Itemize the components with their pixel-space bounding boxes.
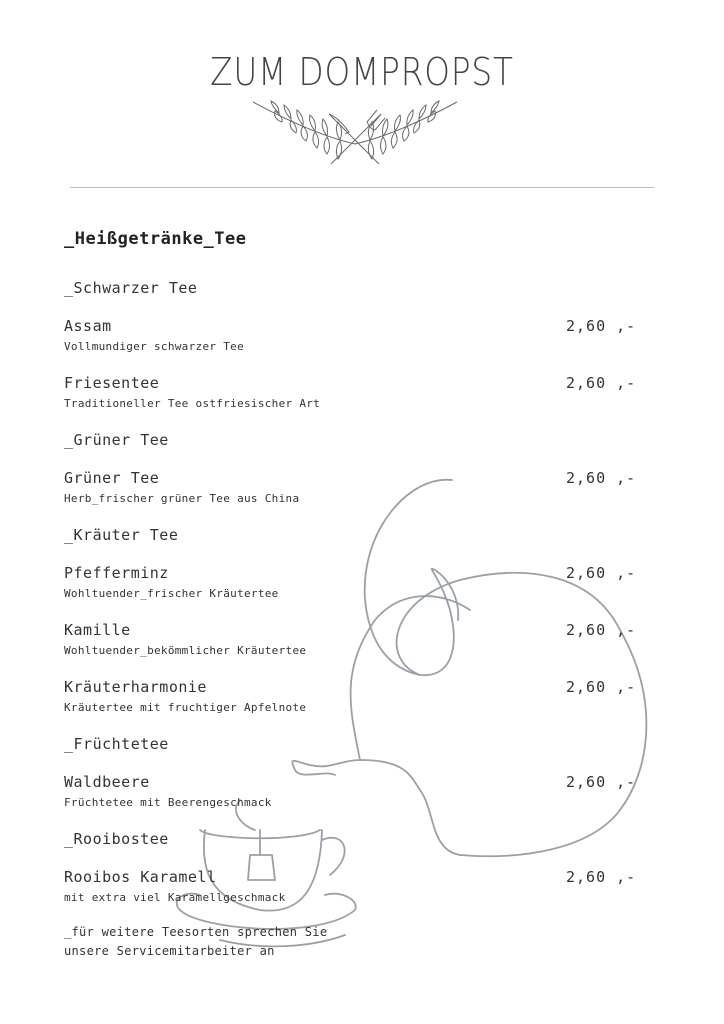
menu-item-description: Traditioneller Tee ostfriesischer Art [64,397,321,410]
menu-item-price: 2,60 ,- [566,773,637,791]
menu-item-price: 2,60 ,- [566,678,637,696]
category-heading-kraeuter-tee: _Kräuter Tee [64,526,179,544]
category-heading-schwarzer-tee: _Schwarzer Tee [64,279,198,297]
menu-item-description: Wohltuender_frischer Kräutertee [64,587,279,600]
menu-item-price: 2,60 ,- [566,868,637,886]
menu-item-price: 2,60 ,- [566,374,637,392]
menu-item-price: 2,60 ,- [566,317,637,335]
menu-item-description: Herb_frischer grüner Tee aus China [64,492,300,505]
menu-item-name: Kräuterharmonie [64,678,207,696]
menu-item-description: mit extra viel Karamellgeschmack [64,891,286,904]
footer-note-line: unsere Servicemitarbeiter an [64,944,275,958]
category-heading-fruechtetee: _Früchtetee [64,735,169,753]
category-heading-rooibostee: _Rooibostee [64,830,169,848]
menu-item-description: Kräutertee mit fruchtiger Apfelnote [64,701,307,714]
menu-item-price: 2,60 ,- [566,621,637,639]
menu-item-name: Waldbeere [64,773,150,791]
footer-note-line: _für weitere Teesorten sprechen Sie [64,925,328,939]
menu-item-price: 2,60 ,- [566,564,637,582]
menu-item-name: Kamille [64,621,131,639]
menu-item-description: Vollmundiger schwarzer Tee [64,340,244,353]
menu-item-description: Wohltuender_bekömmlicher Kräutertee [64,644,307,657]
menu-item-name: Friesentee [64,374,160,392]
restaurant-name: ZUM DOMPROPST [210,50,514,94]
menu-item-price: 2,60 ,- [566,469,637,487]
section-title: _Heißgetränke_Tee [64,229,247,249]
category-heading-gruener-tee: _Grüner Tee [64,431,169,449]
menu-item-name: Grüner Tee [64,469,160,487]
menu-item-name: Rooibos Karamell [64,868,217,886]
menu-item-name: Assam [64,317,112,335]
menu-item-name: Pfefferminz [64,564,169,582]
menu-item-description: Früchtetee mit Beerengeschmack [64,796,272,809]
laurel-wreath-icon [245,92,465,172]
header-divider [70,187,654,188]
